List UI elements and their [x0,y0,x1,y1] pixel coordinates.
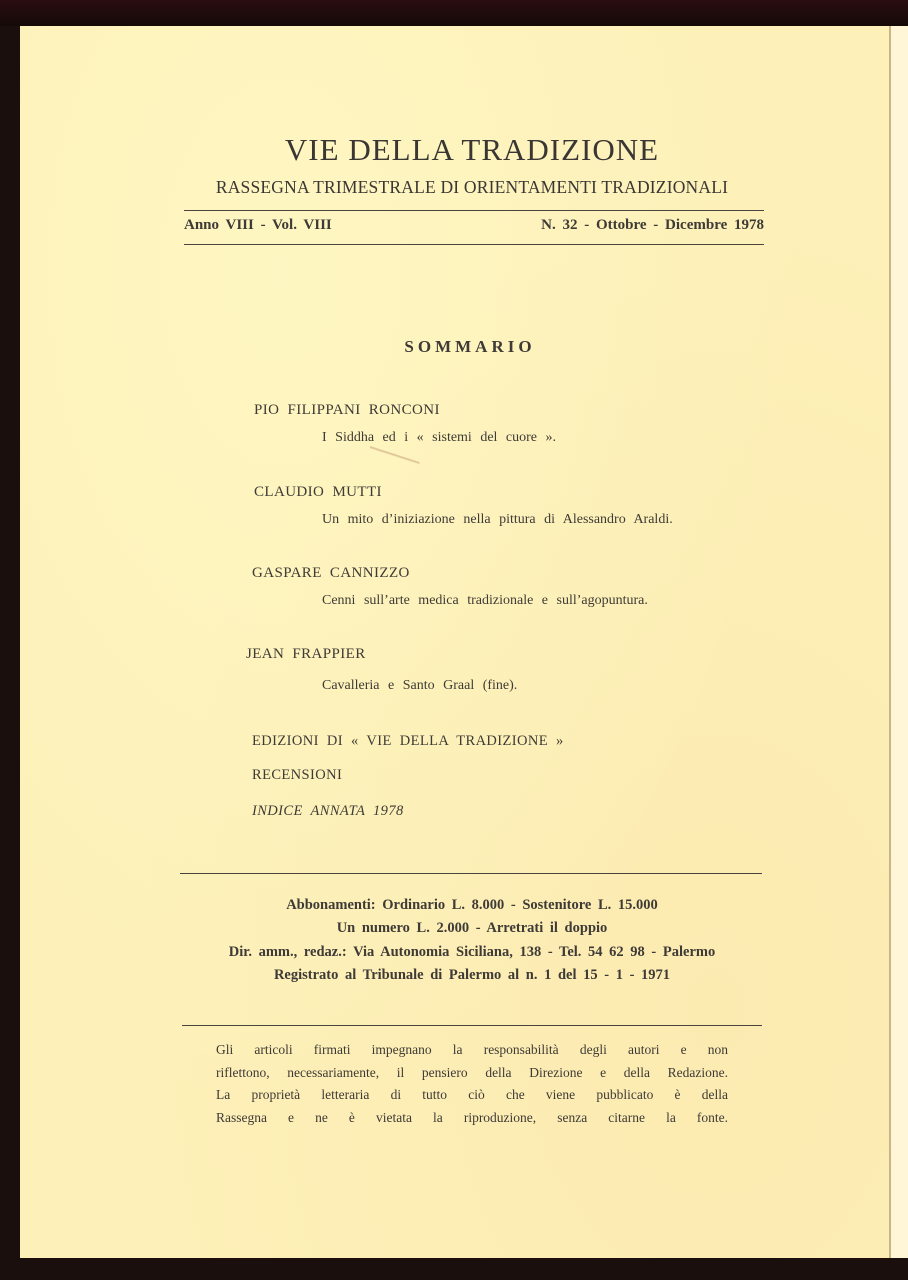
contents-heading: SOMMARIO [404,337,536,356]
article-author: PIO FILIPPANI RONCONI [254,402,440,418]
scan-border-top [0,0,908,26]
article-title: Cavalleria e Santo Graal (fine). [322,678,518,693]
masthead-rule-top [184,210,764,211]
section-recensioni: RECENSIONI [252,767,343,783]
page-edge-strip [891,26,908,1258]
journal-title: VIE DELLA TRADIZIONE [284,132,660,167]
disclaimer-line: riflettono, necessariamente, il pensiero della Direzione e della Redazione. [216,1064,728,1080]
registration-line: Registrato al Tribunale di Palermo al n. 1 del 15 - 1 - 1971 [273,967,671,983]
article-author: CLAUDIO MUTTI [254,484,382,500]
subscription-line: Un numero L. 2.000 - Arretrati il doppio [336,920,608,936]
disclaimer-text [216,1039,728,1129]
disclaimer-line: La proprietà letteraria di tutto ciò che viene pubblicato è della [216,1087,728,1102]
subscription-rule [180,873,762,874]
journal-subtitle: RASSEGNA TRIMESTRALE DI ORIENTAMENTI TRADIZIONALI [215,177,729,197]
disclaimer-rule [182,1025,762,1026]
disclaimer-line: Gli articoli firmati impegnano la responsabilità degli autori e non [216,1042,728,1057]
article-author: GASPARE CANNIZZO [252,565,410,581]
section-indice-annata: INDICE ANNATA 1978 [252,803,404,819]
subscription-line: Abbonamenti: Ordinario L. 8.000 - Sostenitore L. 15.000 [286,897,658,913]
article-title: Un mito d’iniziazione nella pittura di Alessandro Araldi. [322,512,673,527]
article-author: JEAN FRAPPIER [246,646,366,662]
issue-info-line [184,217,764,234]
article-title: Cenni sull’arte medica tradizionale e sull’agopuntura. [322,593,648,608]
article-title: I Siddha ed i « sistemi del cuore ». [322,430,557,445]
issue-number-date: N. 32 - Ottobre - Dicembre 1978 [541,217,764,233]
volume-info: Anno VIII - Vol. VIII [184,217,332,233]
address-line: Dir. amm., redaz.: Via Autonomia Siciliana, 138 - Tel. 54 62 98 - Palermo [228,944,716,960]
section-edizioni: EDIZIONI DI « VIE DELLA TRADIZIONE » [252,733,564,749]
masthead-rule-bottom [184,244,764,245]
disclaimer-line: Rassegna e ne è vietata la riproduzione, senza citarne la fonte. [216,1109,728,1125]
